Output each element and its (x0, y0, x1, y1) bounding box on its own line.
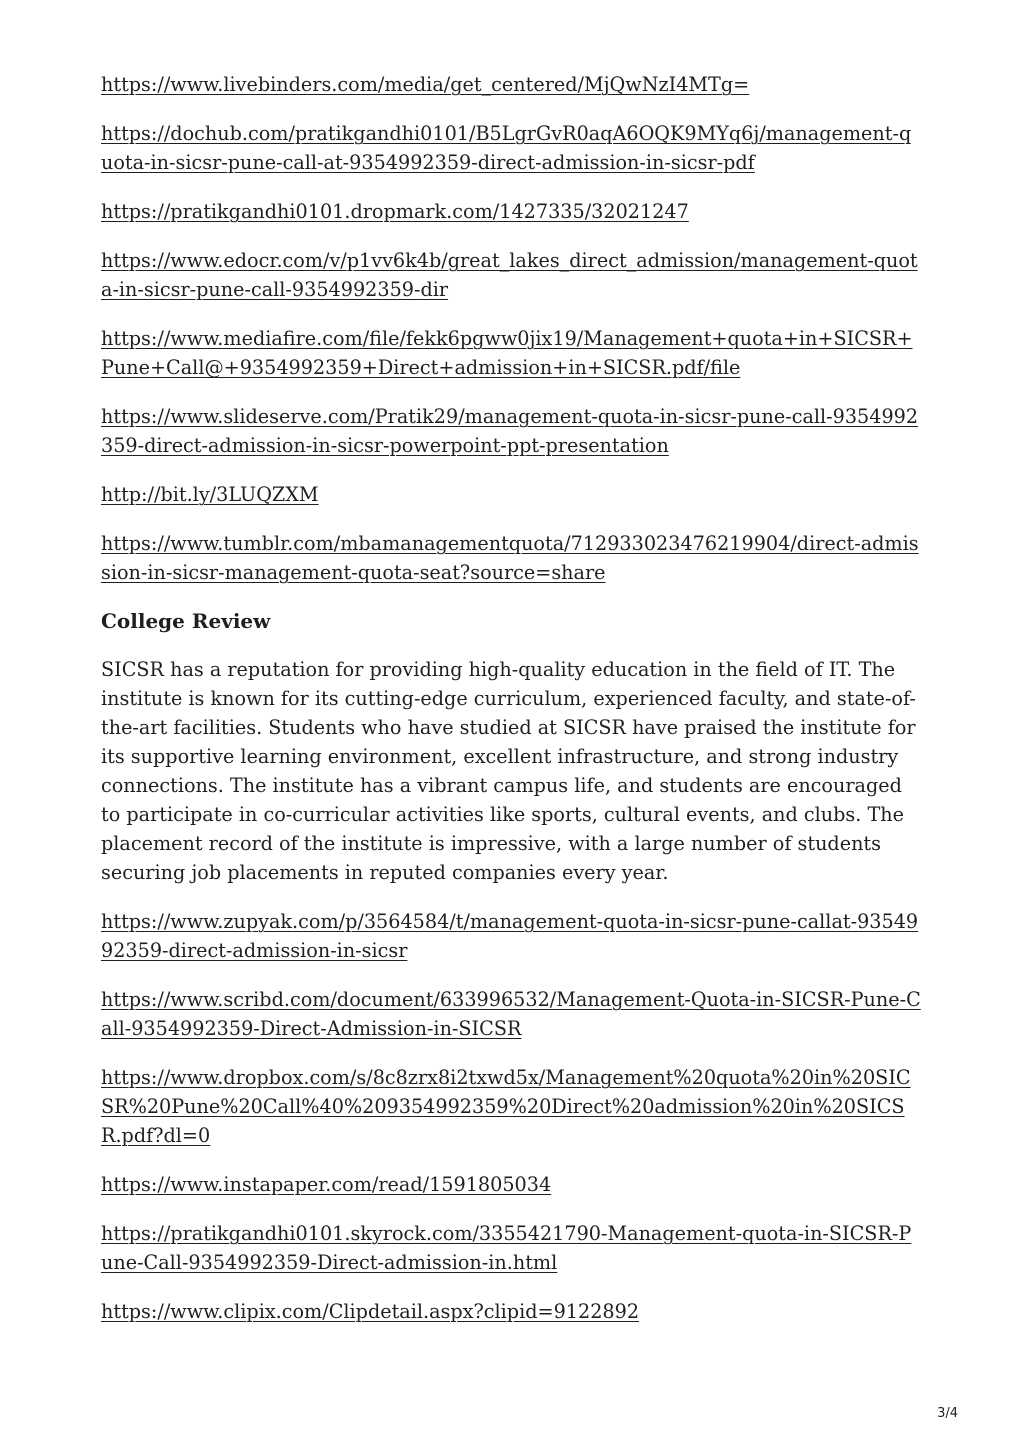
page-number: 3/4 (937, 1406, 958, 1421)
link-slideserve[interactable]: https://www.slideserve.com/Pratik29/management-quota-in-sicsr-pune-call-9354992359-direct-admission-in-sicsr-powerpoint-ppt-presentation (101, 405, 919, 457)
link-instapaper[interactable]: https://www.instapaper.com/read/1591805034 (101, 1173, 552, 1196)
link-edocr[interactable]: https://www.edocr.com/v/p1vv6k4b/great_lakes_direct_admission/management-quota-in-sicsr-pune-call-9354992359-dir (101, 249, 918, 301)
link-clipix[interactable]: https://www.clipix.com/Clipdetail.aspx?clipid=9122892 (101, 1300, 640, 1323)
link-mediafire[interactable]: https://www.mediafire.com/file/fekk6pgww0jix19/Management+quota+in+SICSR+Pune+Call@+9354992359+Direct+admission+in+SICSR.pdf/file (101, 327, 913, 379)
review-paragraph: SICSR has a reputation for providing high-quality education in the field of IT. The institute is known for its cutting-edge curriculum, experienced faculty, and state-of-the-art facilities. Students who have studied at SICSR have praised the institute for its supportive learning environment, excellent infrastructure, and strong industry connections. The institute has a vibrant campus life, and students are encouraged to participate in co-curricular activities like sports, cultural events, and clubs. The placement record of the institute is impressive, with a large number of students securing job placements in reputed companies every year. (101, 658, 916, 884)
link-skyrock[interactable]: https://pratikgandhi0101.skyrock.com/3355421790-Management-quota-in-SICSR-Pune-Call-9354992359-Direct-admission-in.html (101, 1222, 912, 1274)
link-livebinders[interactable]: https://www.livebinders.com/media/get_centered/MjQwNzI4MTg= (101, 73, 750, 96)
link-zupyak[interactable]: https://www.zupyak.com/p/3564584/t/management-quota-in-sicsr-pune-callat-9354992359-direct-admission-in-sicsr (101, 910, 919, 962)
link-dochub[interactable]: https://dochub.com/pratikgandhi0101/B5LgrGvR0aqA6OQK9MYq6j/management-quota-in-sicsr-pune-call-at-9354992359-direct-admission-in-sicsr-pdf (101, 122, 912, 174)
link-dropbox[interactable]: https://www.dropbox.com/s/8c8zrx8i2txwd5x/Management%20quota%20in%20SICSR%20Pune%20Call%40%209354992359%20Direct%20admission%20in%20SICSR.pdf?dl=0 (101, 1066, 911, 1147)
link-tumblr[interactable]: https://www.tumblr.com/mbamanagementquota/712933023476219904/direct-admission-in-sicsr-management-quota-seat?source=share (101, 532, 919, 584)
link-dropmark[interactable]: https://pratikgandhi0101.dropmark.com/1427335/32021247 (101, 200, 689, 223)
section-heading-college-review: College Review (101, 609, 271, 633)
document-page (101, 70, 923, 1346)
link-bitly[interactable]: http://bit.ly/3LUQZXM (101, 483, 319, 506)
link-scribd[interactable]: https://www.scribd.com/document/633996532/Management-Quota-in-SICSR-Pune-Call-9354992359-Direct-Admission-in-SICSR (101, 988, 921, 1040)
